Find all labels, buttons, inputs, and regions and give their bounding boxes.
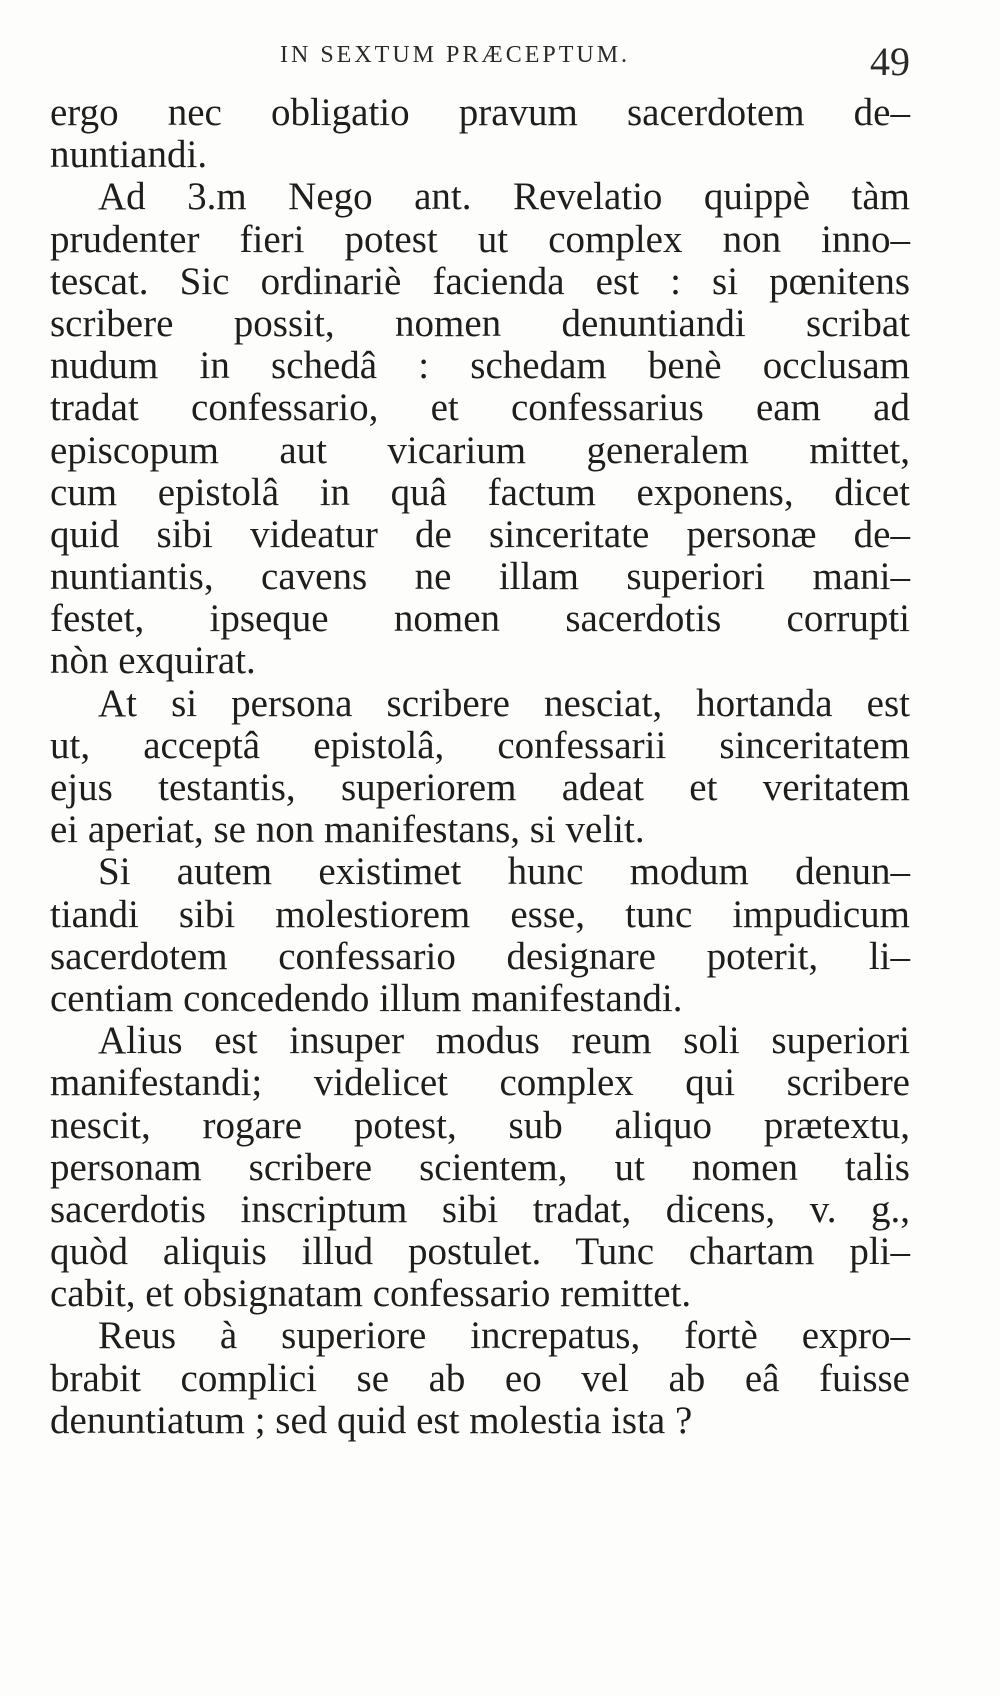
body-text xyxy=(50,92,910,1442)
text-line: quid sibi videatur de sinceritate personæ de– xyxy=(50,512,910,556)
text-line: At si persona scribere nesciat, hortanda est xyxy=(98,681,910,725)
text-line: Ad 3.m Nego ant. Revelatio quippè tàm xyxy=(98,175,910,219)
text-line: centiam concedendo illum manifestandi. xyxy=(50,976,683,1020)
text-line: episcopum aut vicarium generalem mittet, xyxy=(50,428,910,472)
text-line: tradat confessario, et confessarius eam ad xyxy=(50,386,910,430)
text-line: personam scribere scientem, ut nomen talis xyxy=(50,1145,910,1189)
text-line: ut, acceptâ epistolâ, confessarii sinceritatem xyxy=(50,723,910,767)
text-line: nuntiantis, cavens ne illam superiori mani– xyxy=(50,555,910,599)
text-line: quòd aliquis illud postulet. Tunc chartam pli– xyxy=(50,1230,910,1274)
text-line: Reus à superiore increpatus, fortè expro– xyxy=(98,1314,910,1358)
text-line: nuntiandi. xyxy=(50,133,208,177)
text-line: manifestandi; videlicet complex qui scribere xyxy=(50,1061,910,1105)
page-header xyxy=(50,38,910,98)
text-line: tescat. Sic ordinariè facienda est : si pœnitens xyxy=(50,259,910,303)
text-line: nudum in schedâ : schedam benè occlusam xyxy=(50,344,910,388)
running-head: IN SEXTUM PRÆCEPTUM. xyxy=(280,42,631,68)
text-line: nescit, rogare potest, sub aliquo prætextu, xyxy=(50,1103,910,1147)
text-line: prudenter fieri potest ut complex non inno– xyxy=(50,217,910,261)
text-line: ergo nec obligatio pravum sacerdotem de– xyxy=(50,91,910,134)
page-number: 49 xyxy=(870,39,910,84)
text-line: tiandi sibi molestiorem esse, tunc impudicum xyxy=(50,892,910,936)
text-line: festet, ipseque nomen sacerdotis corrupti xyxy=(50,597,910,641)
text-line: sacerdotem confessario designare poterit, li– xyxy=(50,934,910,978)
text-line: Si autem existimet hunc modum denun– xyxy=(98,850,910,894)
text-line: denuntiatum ; sed quid est molestia ista ? xyxy=(50,1398,693,1442)
text-line: brabit complici se ab eo vel ab eâ fuisse xyxy=(50,1356,910,1400)
text-line: cum epistolâ in quâ factum exponens, dicet xyxy=(50,470,910,514)
text-line: ejus testantis, superiorem adeat et veritatem xyxy=(50,766,910,809)
text-line: sacerdotis inscriptum sibi tradat, dicens, v. g., xyxy=(50,1187,910,1231)
text-line: Alius est insuper modus reum soli superiori xyxy=(98,1019,910,1063)
text-line: ei aperiat, se non manifestans, si velit. xyxy=(50,808,645,852)
text-line: cabit, et obsignatam confessario remittet. xyxy=(50,1272,692,1316)
text-line: nòn exquirat. xyxy=(50,639,256,683)
text-line: scribere possit, nomen denuntiandi scribat xyxy=(50,301,910,345)
